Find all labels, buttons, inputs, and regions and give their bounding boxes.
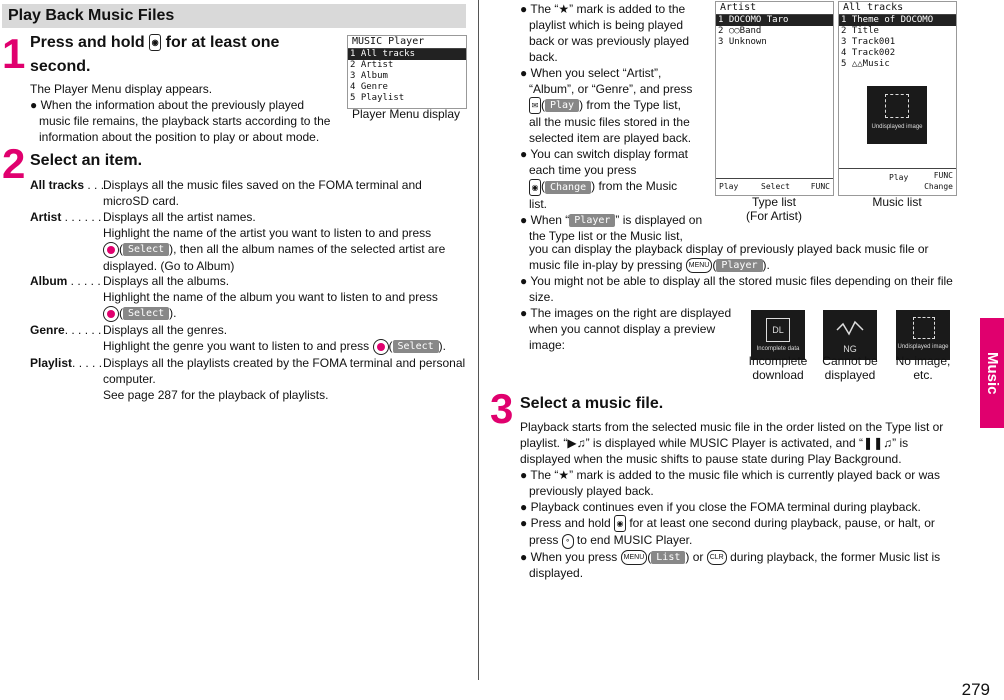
music-list-caption: Music list xyxy=(872,195,922,209)
mail-key-icon: ✉ xyxy=(529,97,541,114)
no-image-icon: Undisplayed image xyxy=(896,310,950,360)
section-header xyxy=(2,4,466,28)
music-list-title: All tracks xyxy=(839,2,956,15)
chapter-tab-label: Music xyxy=(984,351,1001,395)
menu-item-genre[interactable]: 4 Genre xyxy=(350,82,388,92)
step-3-number: 3 xyxy=(490,385,514,432)
menu-item-album[interactable]: 3 Album xyxy=(350,71,388,81)
softkey-play[interactable]: Play xyxy=(719,182,739,191)
music-list-softkeys xyxy=(839,168,956,195)
softkey-func[interactable]: FUNC xyxy=(933,171,953,180)
desc-genre: Genre. . . . . . Displays all the genres. Highlight the genre you want to listen to and press ( Select ). xyxy=(30,323,446,353)
menu-item-playlist[interactable]: 5 Playlist xyxy=(350,93,405,103)
step-1-number: 1 xyxy=(2,30,26,77)
type-list-item[interactable]: 2 ○○Band xyxy=(718,26,762,36)
center-key-icon xyxy=(373,339,389,355)
camera-key-icon: ◉ xyxy=(149,34,161,51)
type-list-item[interactable]: 1 DOCOMO Taro xyxy=(716,15,833,26)
camera-key-icon: ◉ xyxy=(614,515,626,532)
player-menu-screen xyxy=(347,35,467,109)
step-2-title: Select an item. xyxy=(30,152,143,169)
menu-key-icon: MENU xyxy=(621,550,648,565)
section-title: Play Back Music Files xyxy=(8,7,175,24)
music-list-item[interactable]: 5 △△Music xyxy=(841,59,890,69)
center-key-icon xyxy=(103,242,119,258)
cannot-display-icon: NG xyxy=(823,310,877,360)
step-2-descriptions xyxy=(30,177,470,403)
play-music-icon: ▶♫ xyxy=(567,436,586,450)
menu-key-icon: MENU xyxy=(686,258,713,273)
center-key-icon xyxy=(103,306,119,322)
column-divider xyxy=(478,0,479,680)
music-list-item[interactable]: 2 Title xyxy=(841,26,879,36)
menu-item-all-tracks[interactable]: 1 All tracks xyxy=(348,49,466,60)
preview-caption-cannot-display: Cannot be displayed xyxy=(822,354,878,382)
end-key-icon: ⚬ xyxy=(562,534,574,549)
softkey-play[interactable]: Play xyxy=(889,173,909,182)
softkey-change[interactable]: Change xyxy=(924,182,953,191)
softkey-func[interactable]: FUNC xyxy=(810,182,830,191)
desc-all-tracks: All tracks . . . Displays all the music files saved on the FOMA terminal and microSD card. xyxy=(30,178,422,208)
type-list-title: Artist xyxy=(716,2,833,15)
camera-key-icon: ◉ xyxy=(529,179,541,196)
chapter-tab[interactable] xyxy=(980,318,1004,428)
music-list-item[interactable]: 1 Theme of DOCOMO xyxy=(839,15,956,26)
type-list-screen xyxy=(715,1,834,196)
desc-artist: Artist . . . . . . Displays all the artist names. Highlight the name of the artist you want to listen to and press ( Select ), then all the album names of the selected artist are displayed. (Go to Album) xyxy=(30,210,446,273)
preview-caption-incomplete: Incomplete download xyxy=(748,354,808,382)
step-1-text: The Player Menu display appears. xyxy=(30,82,213,96)
undisplayed-image-icon: Undisplayed image xyxy=(867,86,927,144)
clear-key-icon: CLR xyxy=(707,550,727,565)
player-menu-caption: Player Menu display xyxy=(351,107,461,121)
type-list-softkeys xyxy=(716,178,833,195)
pause-music-icon: ❚❚♫ xyxy=(863,436,893,450)
desc-playlist: Playlist. . . . . Displays all the playlists created by the FOMA terminal and personal computer. See page 287 for the playback of playlists. xyxy=(30,356,466,402)
incomplete-download-icon: DL Incomplete data xyxy=(751,310,805,360)
menu-item-artist[interactable]: 2 Artist xyxy=(350,60,394,70)
preview-caption-no-image: No image, etc. xyxy=(895,354,951,382)
step-3-body: Playback starts from the selected music file in the order listed on the Type list or playlist. “▶♫” is displayed while MUSIC Player is activated, and “❚❚♫” is displayed when the music shifts to pause state during Play Background. ● The “★” mark is added to the music file which is currently played back or was previously played back. ● Playback continues even if you close the FOMA terminal during playback. ● Press and hold ◉ for at least one second during playback, pause, or halt, or press ⚬ to end MUSIC Player. ● When you press MENU ( List ) or CLR during playback, the former Music list is displayed. xyxy=(520,420,944,580)
right-bullets-wide: you can display the playback display of previously played back music file or music file in-play by pressing MENU ( Player ). ● You might not be able to display all the stored music files depending on their file size. ● The images on the right are displayed when you cannot display a preview image: xyxy=(520,242,953,353)
type-list-item[interactable]: 3 Unknown xyxy=(718,37,767,47)
music-list-item[interactable]: 3 Track001 xyxy=(841,37,896,47)
step-1-title: Press and hold ◉ for at least one second. xyxy=(30,34,280,75)
music-list-screen xyxy=(838,1,957,196)
desc-album: Album . . . . . Displays all the albums. Highlight the name of the album you want to listen to and press ( Select ). xyxy=(30,274,438,320)
page-number: 279 xyxy=(961,680,990,699)
player-menu-title: MUSIC Player xyxy=(348,36,466,49)
softkey-select[interactable]: Select xyxy=(761,182,790,191)
right-bullets-top: ● The “★” mark is added to the playlist which is being played back or was previously played back. ● When you select “Artist”, “Album”, or “Genre”, and press ✉ ( Play ) from the Type list, all the music files stored in the selected item are played back. ● You can switch display format each time you press ◉ ( Change ) from the Music list. ● When “ Player ” is displayed on the Type list or the Music list, xyxy=(520,2,703,243)
type-list-caption: Type list (For Artist) xyxy=(746,195,802,223)
step-1-bullet: ● When the information about the previously played music file remains, the playback starts according to the information about the position to play or about mode. xyxy=(30,98,331,144)
step-3-title: Select a music file. xyxy=(520,395,664,412)
step-2-number: 2 xyxy=(2,140,26,187)
music-list-item[interactable]: 4 Track002 xyxy=(841,48,896,58)
